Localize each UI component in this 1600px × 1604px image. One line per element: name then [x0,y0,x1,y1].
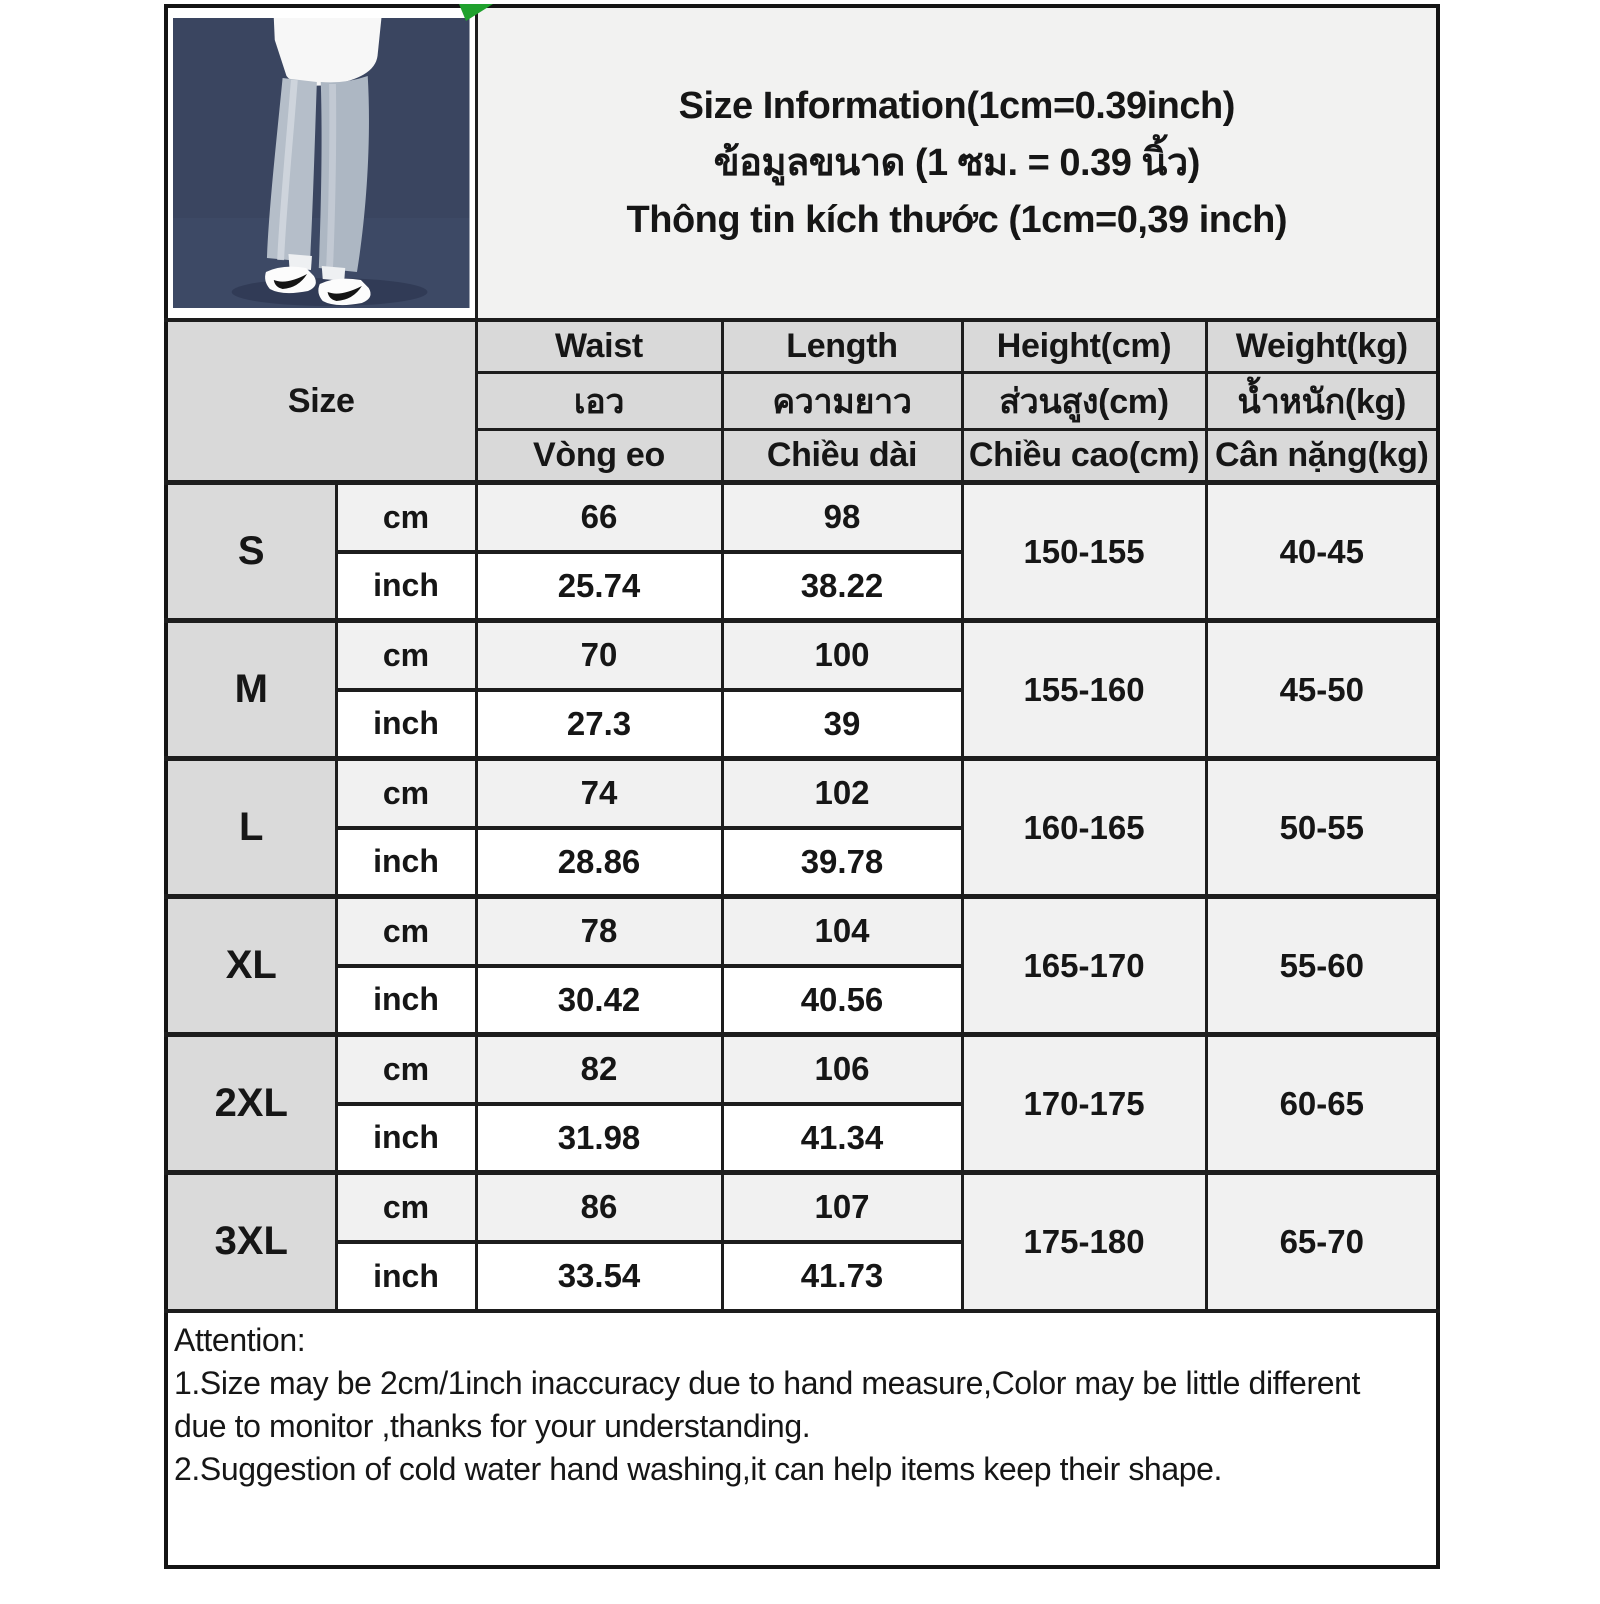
unit-inch-label: inch [336,828,476,897]
table-row [166,759,1438,828]
unit-cm-label: cm [336,483,476,552]
height-range-value: 170-175 [962,1035,1206,1173]
weight-range-value: 50-55 [1206,759,1438,897]
table-row [166,621,1438,690]
waist-cm-value: 70 [476,621,722,690]
col-header-waist-en: Waist [476,320,722,373]
col-header-length-en: Length [722,320,962,373]
top-band [166,6,1438,320]
col-header-weight-th: น้ำหนัก(kg) [1206,373,1438,430]
title-line-vi: Thông tin kích thước (1cm=0,39 inch) [626,198,1288,241]
unit-cm-label: cm [336,1035,476,1104]
unit-inch-label: inch [336,966,476,1035]
unit-cm-label: cm [336,1173,476,1242]
table-row [166,1035,1438,1104]
size-label: 2XL [166,1035,336,1173]
size-label: M [166,621,336,759]
size-label: 3XL [166,1173,336,1311]
size-chart-sheet [164,4,1440,1569]
length-inch-value: 39.78 [722,828,962,897]
waist-cm-value: 86 [476,1173,722,1242]
product-photo [173,18,470,308]
col-header-waist-th: เอว [476,373,722,430]
height-range-value: 165-170 [962,897,1206,1035]
unit-inch-label: inch [336,1104,476,1173]
length-cm-value: 102 [722,759,962,828]
attention-row [166,1311,1438,1567]
weight-range-value: 40-45 [1206,483,1438,621]
weight-range-value: 65-70 [1206,1173,1438,1311]
col-header-weight-en: Weight(kg) [1206,320,1438,373]
title-cell [476,6,1438,320]
col-header-length-vi: Chiều dài [722,430,962,483]
weight-range-value: 60-65 [1206,1035,1438,1173]
size-label: XL [166,897,336,1035]
attention-heading: Attention: [174,1321,306,1358]
col-header-length-th: ความยาว [722,373,962,430]
height-range-value: 150-155 [962,483,1206,621]
table-row [166,1173,1438,1242]
unit-cm-label: cm [336,759,476,828]
unit-inch-label: inch [336,1242,476,1311]
attention-line: 2.Suggestion of cold water hand washing,it can help items keep their shape. [174,1450,1223,1487]
attention-line: due to monitor ,thanks for your understanding. [174,1407,811,1444]
product-photo-cell [166,6,476,320]
length-cm-value: 98 [722,483,962,552]
col-header-weight-vi: Cân nặng(kg) [1206,430,1438,483]
length-cm-value: 106 [722,1035,962,1104]
length-cm-value: 104 [722,897,962,966]
title-line-th: ข้อมูลขนาด (1 ซม. = 0.39 นิ้ว) [713,141,1200,184]
length-cm-value: 107 [722,1173,962,1242]
height-range-value: 155-160 [962,621,1206,759]
height-range-value: 160-165 [962,759,1206,897]
col-header-height-th: ส่วนสูง(cm) [962,373,1206,430]
waist-cm-value: 66 [476,483,722,552]
header-row-en [166,320,1438,373]
length-inch-value: 40.56 [722,966,962,1035]
size-label: S [166,483,336,621]
size-column-header: Size [166,320,476,483]
length-inch-value: 39 [722,690,962,759]
green-corner-triangle-icon [459,4,493,21]
length-inch-value: 41.34 [722,1104,962,1173]
waist-inch-value: 33.54 [476,1242,722,1311]
size-table [164,4,1440,1569]
weight-range-value: 45-50 [1206,621,1438,759]
unit-inch-label: inch [336,552,476,621]
waist-inch-value: 25.74 [476,552,722,621]
height-range-value: 175-180 [962,1173,1206,1311]
waist-inch-value: 27.3 [476,690,722,759]
length-cm-value: 100 [722,621,962,690]
unit-cm-label: cm [336,897,476,966]
attention-note [166,1311,1438,1567]
waist-cm-value: 78 [476,897,722,966]
col-header-height-en: Height(cm) [962,320,1206,373]
table-row [166,483,1438,552]
table-row [166,897,1438,966]
waist-inch-value: 31.98 [476,1104,722,1173]
waist-inch-value: 28.86 [476,828,722,897]
waist-cm-value: 82 [476,1035,722,1104]
attention-line: 1.Size may be 2cm/1inch inaccuracy due to hand measure,Color may be little different [174,1364,1360,1401]
waist-cm-value: 74 [476,759,722,828]
weight-range-value: 55-60 [1206,897,1438,1035]
title-line-en: Size Information(1cm=0.39inch) [678,84,1235,127]
waist-inch-value: 30.42 [476,966,722,1035]
length-inch-value: 41.73 [722,1242,962,1311]
length-inch-value: 38.22 [722,552,962,621]
unit-inch-label: inch [336,690,476,759]
col-header-waist-vi: Vòng eo [476,430,722,483]
col-header-height-vi: Chiều cao(cm) [962,430,1206,483]
size-label: L [166,759,336,897]
unit-cm-label: cm [336,621,476,690]
